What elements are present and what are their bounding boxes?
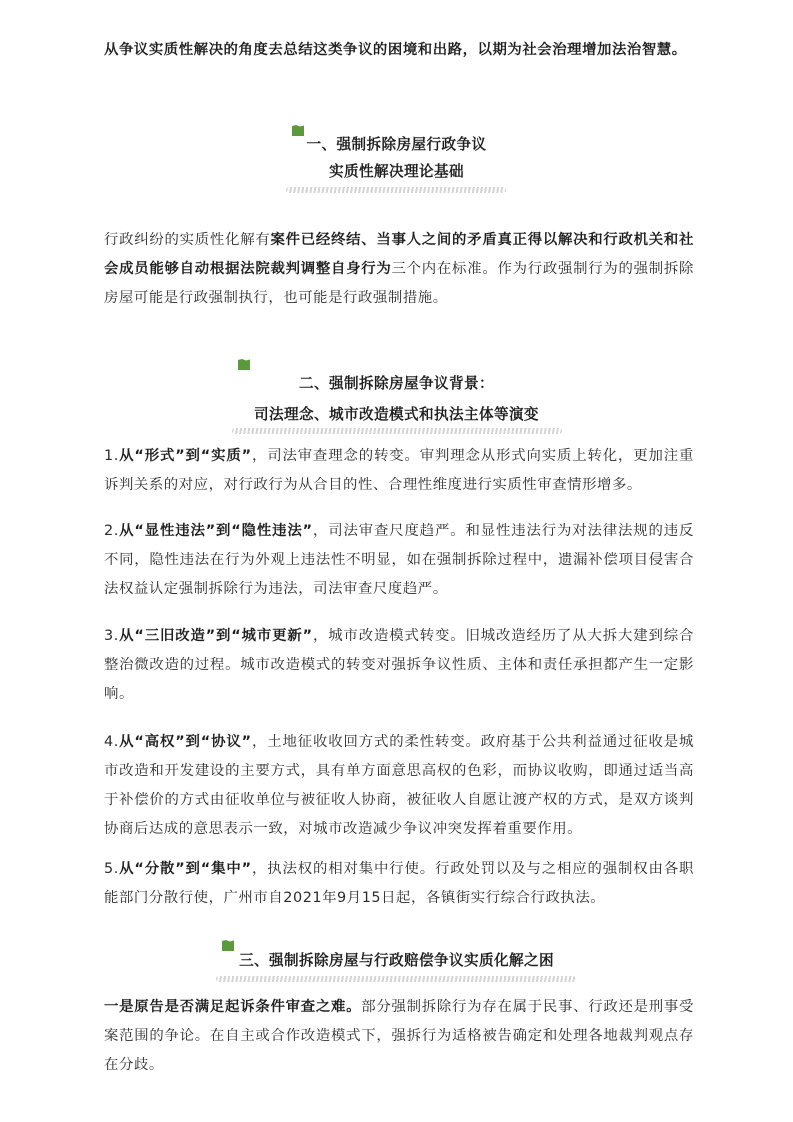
item-number: 3.: [104, 628, 119, 644]
item-text: ，司法审查尺度趋严。和显性违法行为对法律法规的违反不同，隐性违法在行为外观上违法性不明显，如在强制拆除过程中，遗漏补偿项目侵害合法权益认定强制拆除行为违法，司法审查尺度趋严。: [104, 523, 694, 597]
section-2-heading: [0, 368, 793, 430]
item-heading: 从“形式”到“实质”: [118, 448, 252, 464]
section-1-heading: [0, 131, 793, 185]
item-heading: 从“高权”到“协议”: [118, 734, 252, 750]
section-1-paragraph: [104, 226, 694, 313]
item-text: ，土地征收收回方式的柔性转变。政府基于公共利益通过征收是城市改造和开发建设的主要方式，具有单方面意思高权的色彩，而协议收购，即通过适当高于补偿价的方式由征收单位与被征收人协商，被征收人自愿让渡产权的方式，是双方谈判协商后达成的意思表示一致，对城市改造减少争议冲突发挥着重要作用。: [104, 734, 694, 837]
section-1-text-end: 三个内在标准。作为行政强制行为的强制拆除房屋可能是行政强制执行，也可能是行政强制措施。: [104, 261, 694, 306]
section-3-paragraph: [104, 993, 694, 1080]
section-3-heading: [0, 947, 793, 974]
intro-paragraph: 从争议实质性解决的角度去总结这类争议的困境和出路，以期为社会治理增加法治智慧。: [104, 42, 687, 58]
item-number: 4.: [104, 734, 119, 750]
item-number: 5.: [104, 861, 119, 877]
item-heading: 从“显性违法”到“隐性违法”: [118, 523, 313, 539]
item-number: 2.: [104, 523, 119, 539]
list-item: [104, 855, 694, 913]
brush-underline: [286, 187, 506, 193]
item-text: ，城市改造模式转变。旧城改造经历了从大拆大建到综合整治微改造的过程。城市改造模式的转变对强拆争议性质、主体和责任承担都产生一定影响。: [104, 628, 694, 702]
section-1-bold: 案件已经终结、当事人之间的矛盾真正得以解决和行政机关和社会成员能够自动根据法院裁判调整自身行为: [104, 232, 694, 277]
section-1-heading-line2: 实质性解决理论基础: [329, 163, 464, 180]
item-heading: 从“三旧改造”到“城市更新”: [118, 628, 313, 644]
list-item: [104, 442, 694, 500]
brush-underline: [216, 976, 576, 982]
brush-underline: [232, 428, 562, 434]
list-item: [104, 517, 694, 604]
section-3-heading-line1: 三、强制拆除房屋与行政赔偿争议实质化解之困: [239, 952, 554, 969]
item-text: ，司法审查理念的转变。审判理念从形式向实质上转化，更加注重诉判关系的对应，对行政行为从合目的性、合理性维度进行实质性审查情形增多。: [104, 448, 694, 493]
item-text: ，执法权的相对集中行使。行政处罚以及与之相应的强制权由各职能部门分散行使，广州市自2021年9月15日起，各镇街实行综合行政执法。: [104, 861, 694, 906]
item-heading: 从“分散”到“集中”: [118, 861, 252, 877]
section-3-bold: 一是原告是否满足起诉条件审查之难。: [104, 999, 362, 1015]
item-number: 1.: [104, 448, 119, 464]
section-1-text: 行政纠纷的实质性化解有: [104, 232, 271, 248]
section-1-heading-line1: 一、强制拆除房屋行政争议: [306, 136, 487, 153]
list-item: [104, 622, 694, 709]
list-item: [104, 728, 694, 844]
section-2-heading-line1: 二、强制拆除房屋争议背景：: [299, 375, 494, 392]
section-2-heading-line2: 司法理念、城市改造模式和执法主体等演变: [254, 406, 539, 423]
section-3-text: 部分强制拆除行为存在属于民事、行政还是刑事受案范围的争论。在自主或合作改造模式下，强拆行为适格被告确定和处理各地裁判观点存在分歧。: [104, 999, 694, 1073]
